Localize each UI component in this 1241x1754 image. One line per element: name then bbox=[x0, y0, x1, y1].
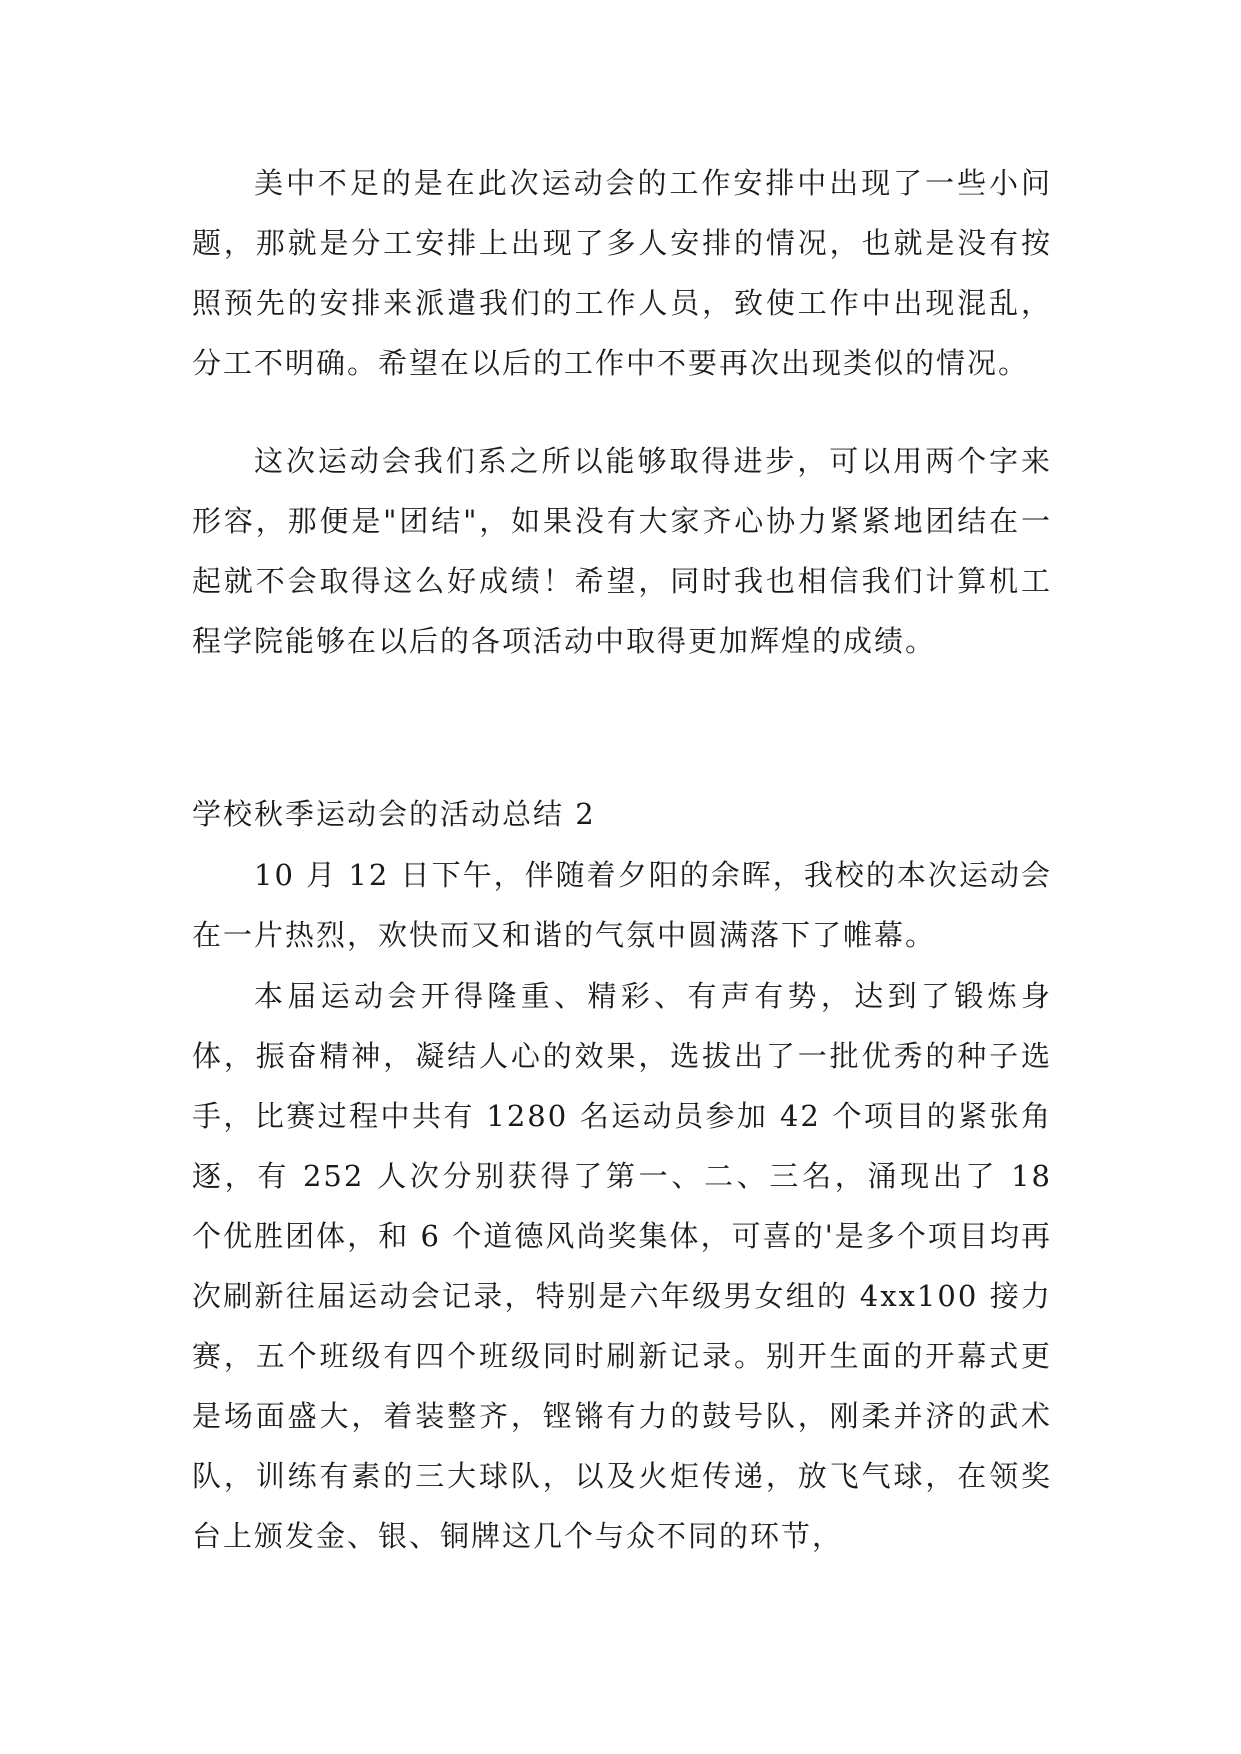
paragraph-block bbox=[192, 966, 1052, 1566]
paragraph-block bbox=[192, 431, 1052, 671]
paragraph-unity: 这次运动会我们系之所以能够取得进步，可以用两个字来形容，那便是"团结"，如果没有大家齐心协力紧紧地团结在一起就不会取得这么好成绩！希望，同时我也相信我们计算机工程学院能够在以后的各项活动中取得更加辉煌的成绩。 bbox=[192, 444, 1052, 658]
paragraph-closing-issues: 美中不足的是在此次运动会的工作安排中出现了一些小问题，那就是分工安排上出现了多人安排的情况，也就是没有按照预先的安排来派遣我们的工作人员，致使工作中出现混乱，分工不明确。希望在以后的工作中不要再次出现类似的情况。 bbox=[192, 166, 1052, 380]
section-heading-block bbox=[192, 784, 1052, 844]
section-title: 学校秋季运动会的活动总结 2 bbox=[192, 797, 596, 831]
paragraph-event-summary: 本届运动会开得隆重、精彩、有声有势，达到了锻炼身体，振奋精神，凝结人心的效果，选拔出了一批优秀的种子选手，比赛过程中共有 1280 名运动员参加 42 个项目的紧张角逐，有 252 人次分别获得了第一、二、三名，涌现出了 18 个优胜团体，和 6 个道德风尚奖集体，可喜的'是多个项目均再次刷新往届运动会记录，特别是六年级男女组的 4xx100 接力赛，五个班级有四个班级同时刷新记录。别开生面的开幕式更是场面盛大，着装整齐，铿锵有力的鼓号队，刚柔并济的武术队，训练有素的三大球队，以及火炬传递，放飞气球，在领奖台上颁发金、银、铜牌这几个与众不同的环节， bbox=[192, 979, 1052, 1553]
paragraph-event-date: 10 月 12 日下午，伴随着夕阳的余晖，我校的本次运动会在一片热烈，欢快而又和谐的气氛中圆满落下了帷幕。 bbox=[192, 858, 1052, 952]
paragraph-block bbox=[192, 845, 1052, 965]
paragraph-block bbox=[192, 153, 1052, 393]
